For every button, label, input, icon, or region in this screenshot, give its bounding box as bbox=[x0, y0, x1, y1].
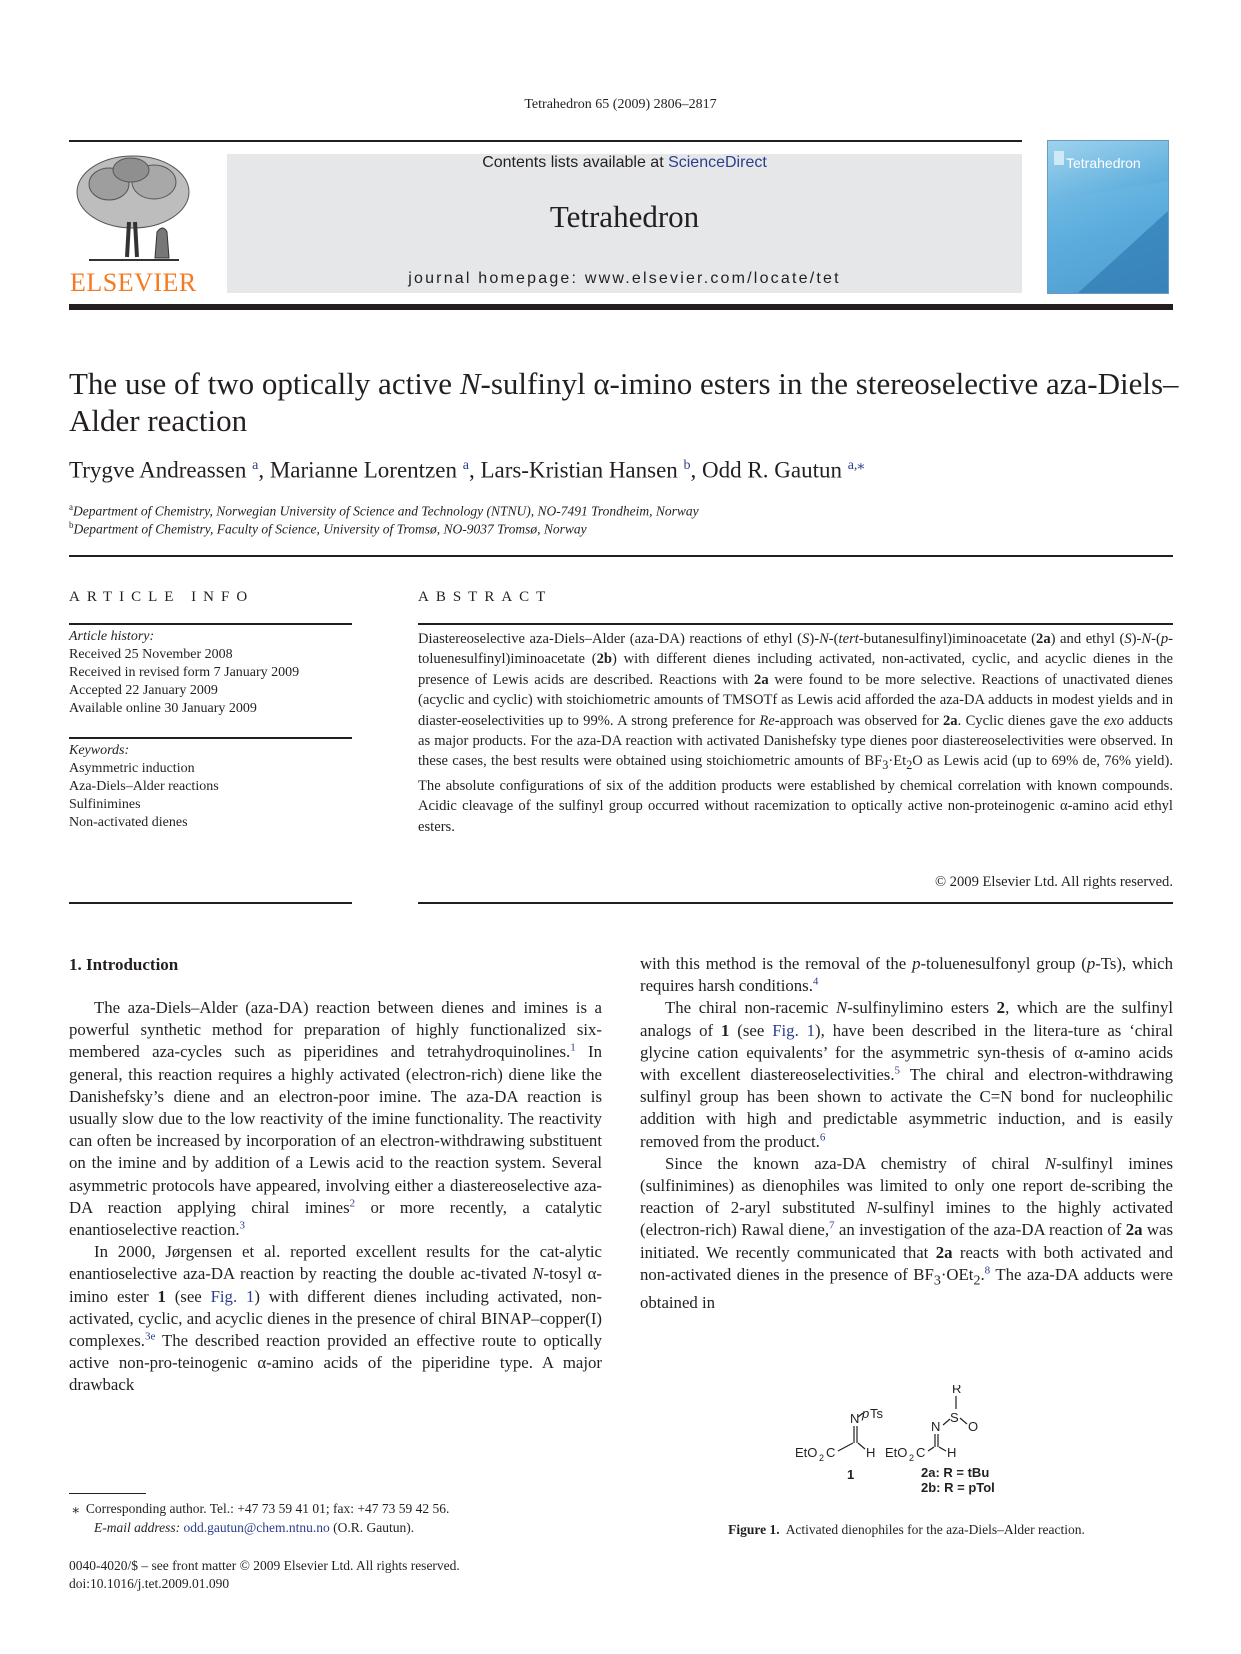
affil-text: Department of Chemistry, Norwegian University of Science and Technology (NTNU), NO-7491 Trondheim, Norway bbox=[73, 503, 699, 519]
abstract-rule-top bbox=[418, 623, 1173, 625]
abstract-text: Diastereoselective aza-Diels–Alder (aza-DA) reactions of ethyl (S)-N-(tert-butanesulfinyl)iminoacetate (2a) and ethyl (S)-N-(p-toluenesulfinyl)iminoacetate (2b) with different dienes including activated, non-activated, cyclic, and acyclic dienes in the presence of Lewis acids are described. Reactions with 2a were found to be more selective. Reactions of unactivated dienes (acyclic and cyclic) with stoichiometric amounts of TMSOTf as Lewis acid afforded the aza-DA adducts in modest yields and in diaster-eoselectivities up to 99%. A strong preference for Re-approach was observed for 2a. Cyclic dienes gave the exo adducts as major products. For the aza-DA reaction with activated Danishefsky type dienes poor diastereoselectivities were observed. In these cases, the best results were obtained using stoichiometric amounts of $BF_3\cdot Et_2O$ as Lewis acid (up to 69% de, 76% yield). The absolute configurations of six of the addition products were established by chemical correlation with known compounds. Acidic cleavage of the sulfinyl group occurred without racemization to optically active non-proteinogenic α-amino acid ethyl esters. bbox=[418, 631, 1173, 835]
compound-label-2b: 2b: R = pTol bbox=[921, 1480, 995, 1495]
history-item: Accepted 22 January 2009 bbox=[69, 683, 218, 698]
footnote-rule bbox=[69, 1493, 146, 1494]
contents-prefix: Contents lists available at bbox=[482, 154, 669, 171]
affil-mark: a bbox=[69, 502, 73, 512]
section-heading: 1. Introduction bbox=[69, 955, 179, 974]
article-info-heading: ARTICLE INFO bbox=[69, 589, 255, 605]
doi[interactable]: doi:10.1016/j.tet.2009.01.090 bbox=[69, 1576, 230, 1591]
journal-banner bbox=[227, 154, 1022, 293]
keyword: Aza-Diels–Alder reactions bbox=[69, 779, 219, 794]
svg-text:C: C bbox=[826, 1445, 836, 1460]
history-item: Available online 30 January 2009 bbox=[69, 701, 257, 716]
svg-text:p: p bbox=[862, 1406, 870, 1421]
keywords-label: Keywords: bbox=[69, 743, 130, 758]
keywords bbox=[69, 742, 219, 832]
journal-name: Tetrahedron bbox=[549, 199, 700, 234]
footnote-corresponding: ⁎ Corresponding author. Tel.: +47 73 59 41 01; fax: +47 73 59 42 56. bbox=[69, 1501, 450, 1516]
info-rule-1 bbox=[69, 623, 352, 625]
intro-right-column bbox=[640, 953, 1173, 1315]
paragraph: In 2000, Jørgensen et al. reported excellent results for the cat-alytic enantioselective aza-DA reaction by reacting the double ac-tivated N-tosyl α-imino ester 1 (see Fig. 1) with different dienes including activated, non-activated, cyclic, and acyclic dienes in the presence of chiral BINAP–copper(I) complexes.$^{3e}$ The described reaction provided an effective route to optically active non-pro-teinogenic α-amino acids of the piperidine type. A major drawback bbox=[69, 1242, 603, 1395]
corresponding-text: Corresponding author. Tel.: +47 73 59 41 01; fax: +47 73 59 42 56. bbox=[85, 1501, 450, 1516]
svg-text:EtO: EtO bbox=[885, 1445, 908, 1460]
info-rule-3 bbox=[69, 902, 352, 904]
svg-text:H: H bbox=[866, 1445, 876, 1460]
affil-text: Department of Chemistry, Faculty of Science, University of Tromsø, NO-9037 Tromsø, Norway bbox=[73, 521, 587, 537]
affil-mark: b bbox=[69, 520, 74, 530]
affiliation-a bbox=[69, 502, 699, 520]
journal-homepage[interactable]: journal homepage: www.elsevier.com/locate/tet bbox=[408, 270, 841, 287]
email-suffix: (O.R. Gautun). bbox=[333, 1520, 415, 1535]
keyword: Asymmetric induction bbox=[69, 761, 195, 776]
keyword: Non-activated dienes bbox=[69, 815, 188, 830]
figure-1-structures bbox=[795, 1385, 1025, 1500]
author-list: Trygve Andreassen $^a$, Marianne Lorentzen $^a$, Lars-Kristian Hansen $^b$, Odd R. Gautun $^{a,⁎}$ bbox=[69, 457, 865, 483]
chem-atom-label: N bbox=[850, 1411, 860, 1426]
sciencedirect-link[interactable]: ScienceDirect bbox=[668, 154, 767, 171]
svg-text:C: C bbox=[916, 1445, 926, 1460]
author-affil-mark[interactable]: a bbox=[252, 458, 259, 473]
abstract-heading: ABSTRACT bbox=[418, 589, 553, 605]
svg-text:R: R bbox=[952, 1385, 962, 1396]
history-label: Article history: bbox=[69, 629, 155, 644]
abstract-copyright: © 2009 Elsevier Ltd. All rights reserved. bbox=[934, 874, 1173, 890]
svg-text:O: O bbox=[968, 1419, 979, 1434]
paragraph: The chiral non-racemic N-sulfinylimino esters 2, which are the sulfinyl analogs of 1 (see Fig. 1), have been described in the litera-ture as ‘chiral glycine cation equivalents’ for the asymmetric syn-thesis of α-amino acids with excellent diastereoselectivities.$^5$ The chiral and electron-withdrawing sulfinyl group has been shown to activate the C=N bond for nucleophilic addition with high and predictable asymmetric induction, and is easily removed from the product.$^6$ bbox=[640, 998, 1173, 1151]
header-bottom-rule bbox=[69, 304, 1173, 310]
figure-1-caption bbox=[640, 1522, 1173, 1538]
author-name: Marianne Lorentzen bbox=[269, 457, 457, 483]
cover-title: Tetrahedron bbox=[1066, 155, 1141, 171]
affil-rule bbox=[69, 555, 1173, 557]
svg-text:EtO: EtO bbox=[795, 1445, 818, 1460]
svg-text:S: S bbox=[950, 1410, 959, 1425]
svg-text:N: N bbox=[931, 1419, 941, 1434]
svg-text:2: 2 bbox=[819, 1453, 825, 1463]
journal-cover bbox=[1047, 140, 1169, 294]
author-name: Trygve Andreassen bbox=[69, 457, 247, 483]
contents-line bbox=[227, 154, 1022, 172]
paragraph: Since the known aza-DA chemistry of chiral N-sulfinyl imines (sulfinimines) as dienophiles was limited to only one report de-scribing the reaction of 2-aryl substituted N-sulfinyl imines to the highly activated (electron-rich) Rawal diene,$^7$ an investigation of the aza-DA reaction of 2a was initiated. We recently communicated that 2a reacts with both activated and non-activated dienes in the presence of $BF_3\cdot OEt_2.^8$ The aza-DA adducts were obtained in bbox=[640, 1153, 1174, 1313]
elsevier-tree-icon bbox=[69, 152, 197, 267]
author-affil-mark[interactable]: a bbox=[462, 458, 469, 473]
journal-citation: Tetrahedron 65 (2009) 2806–2817 bbox=[524, 97, 717, 112]
svg-text:2: 2 bbox=[909, 1453, 915, 1463]
affiliation-b bbox=[69, 520, 587, 538]
compound-label-2a: 2a: R = tBu bbox=[921, 1465, 990, 1480]
keyword: Sulfinimines bbox=[69, 797, 141, 812]
author-affil-mark[interactable]: a,⁎ bbox=[847, 458, 865, 473]
article-title: The use of two optically active N-sulfinyl α-imino esters in the stereoselective aza-Diels–Alder reaction bbox=[69, 366, 1179, 438]
article-history bbox=[69, 628, 299, 718]
footnote-email bbox=[94, 1519, 414, 1537]
info-rule-2 bbox=[69, 737, 352, 739]
intro-left-column bbox=[69, 997, 602, 1397]
compound-label-1: 1 bbox=[847, 1467, 855, 1482]
email-label: E-mail address: bbox=[94, 1520, 181, 1535]
author-affil-mark[interactable]: b bbox=[683, 458, 691, 473]
history-item: Received 25 November 2008 bbox=[69, 647, 233, 662]
author-name: Odd R. Gautun bbox=[702, 457, 842, 483]
front-matter: 0040-4020/$ – see front matter © 2009 Elsevier Ltd. All rights reserved. bbox=[69, 1558, 460, 1573]
svg-text:H: H bbox=[947, 1445, 957, 1460]
history-item: Received in revised form 7 January 2009 bbox=[69, 665, 300, 680]
author-name: Lars-Kristian Hansen bbox=[480, 457, 678, 483]
email-link[interactable]: odd.gautun@chem.ntnu.no bbox=[183, 1520, 330, 1535]
caption-label: Figure 1. bbox=[728, 1522, 780, 1537]
abstract-rule-bottom bbox=[418, 902, 1173, 904]
elsevier-wordmark: ELSEVIER bbox=[70, 268, 197, 297]
top-rule bbox=[69, 140, 1022, 142]
paragraph: with this method is the removal of the p-toluenesulfonyl group (p-Ts), which requires harsh conditions.$^4$ bbox=[640, 954, 1174, 996]
paragraph: The aza-Diels–Alder (aza-DA) reaction between dienes and imines is a powerful synthetic method for preparation of highly functionalized six-membered aza-cycles such as piperidines and tetrahydroquinolines.$^1$ In general, this reaction requires a highly activated (electron-rich) diene like the Danishefsky’s diene and an electron-poor imine. The aza-DA reaction is usually slow due to the low reactivity of the imine functionality. The reactivity can often be increased by incorporation of an electron-withdrawing substituent on the imine and by addition of a Lewis acid to the reaction system. Several asymmetric protocols have appeared, involving either a diastereoselective aza-DA reaction applying chiral imines$^2$ or more recently, a catalytic enantioselective reaction.$^3$ bbox=[69, 998, 602, 1240]
caption-text: Activated dienophiles for the aza-Diels–Alder reaction. bbox=[785, 1522, 1085, 1537]
cover-art-icon bbox=[1048, 141, 1168, 293]
svg-text:Ts: Ts bbox=[870, 1406, 883, 1421]
